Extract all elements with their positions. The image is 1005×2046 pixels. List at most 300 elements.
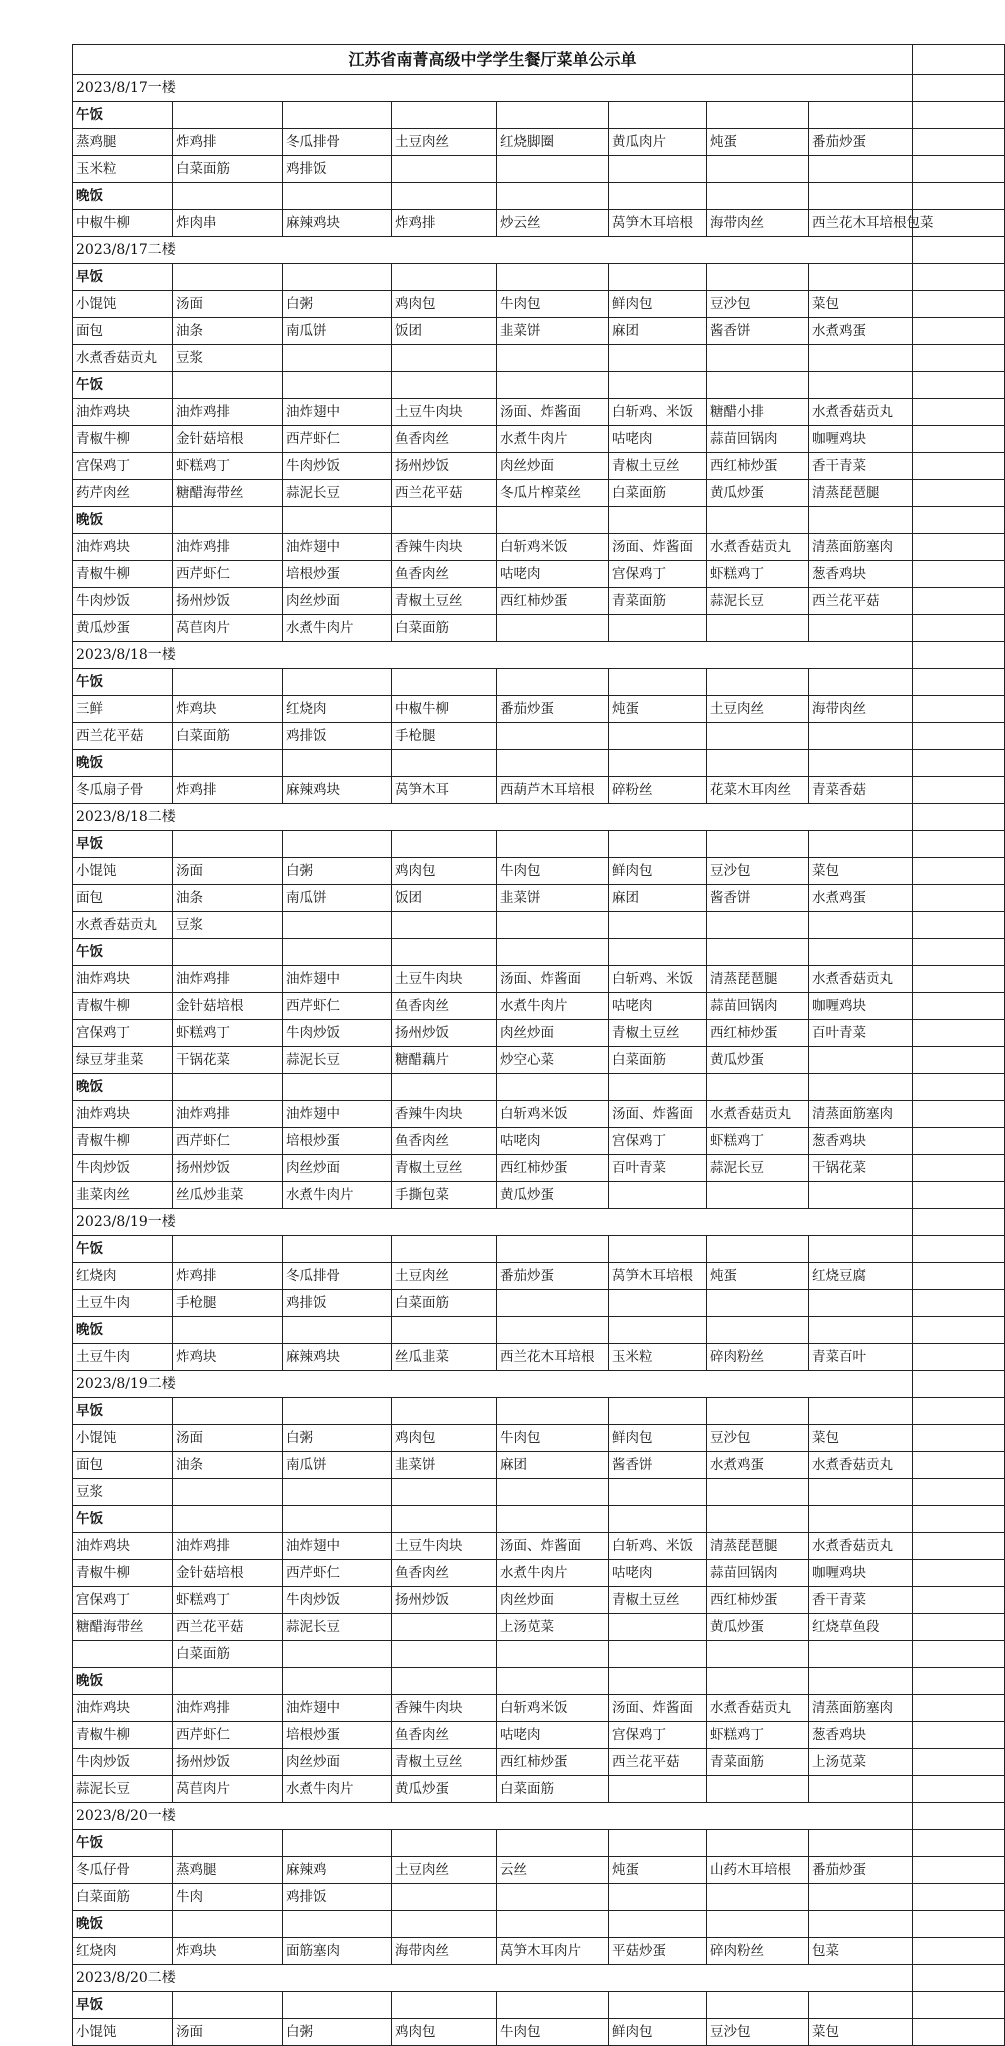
blank-cell	[913, 345, 1005, 372]
blank-cell	[173, 1992, 283, 2019]
dish-cell: 干锅花菜	[173, 1047, 283, 1074]
dish-cell: 小馄饨	[73, 291, 173, 318]
blank-cell	[913, 1209, 1005, 1236]
dish-cell: 冬瓜排骨	[283, 129, 392, 156]
blank-cell	[913, 1317, 1005, 1344]
dish-cell: 炖蛋	[707, 1263, 809, 1290]
blank-cell	[609, 1911, 707, 1938]
dish-cell	[707, 1884, 809, 1911]
dish-cell: 饭团	[392, 885, 497, 912]
meal-row	[73, 1830, 1005, 1857]
blank-cell	[913, 1641, 1005, 1668]
dish-cell: 白斩鸡、米饭	[609, 399, 707, 426]
blank-cell	[913, 1803, 1005, 1830]
dish-cell: 西红柿炒蛋	[497, 1749, 609, 1776]
dish-cell: 菜包	[809, 858, 913, 885]
dish-cell	[707, 912, 809, 939]
dish-cell: 鱼香肉丝	[392, 426, 497, 453]
blank-cell	[173, 507, 283, 534]
blank-cell	[913, 1533, 1005, 1560]
dish-cell	[497, 1479, 609, 1506]
blank-cell	[392, 1398, 497, 1425]
blank-cell	[609, 1236, 707, 1263]
dish-cell	[809, 156, 913, 183]
blank-cell	[913, 966, 1005, 993]
blank-cell	[392, 264, 497, 291]
blank-cell	[497, 750, 609, 777]
dish-cell: 黄瓜炒蛋	[392, 1776, 497, 1803]
blank-cell	[913, 1614, 1005, 1641]
dish-cell: 麻团	[609, 318, 707, 345]
blank-cell	[913, 1722, 1005, 1749]
dish-cell	[497, 1641, 609, 1668]
dish-cell: 油炸鸡排	[173, 1533, 283, 1560]
dish-cell: 糖醋藕片	[392, 1047, 497, 1074]
dish-cell: 汤面	[173, 1425, 283, 1452]
dish-cell: 白斩鸡米饭	[497, 1101, 609, 1128]
dish-cell	[707, 1479, 809, 1506]
blank-cell	[913, 1047, 1005, 1074]
dish-row	[73, 1695, 1005, 1722]
dish-cell: 土豆牛肉	[73, 1290, 173, 1317]
dish-cell: 虾糕鸡丁	[707, 561, 809, 588]
dish-cell: 油炸鸡块	[73, 1533, 173, 1560]
dish-row	[73, 885, 1005, 912]
dish-row	[73, 1614, 1005, 1641]
dish-cell: 虾糕鸡丁	[707, 1128, 809, 1155]
dish-cell: 鸡肉包	[392, 291, 497, 318]
blank-cell	[913, 372, 1005, 399]
dish-cell: 油炸鸡排	[173, 1695, 283, 1722]
dish-cell: 莴笋木耳培根	[609, 210, 707, 237]
dish-cell: 香辣牛肉块	[392, 534, 497, 561]
dish-cell: 南瓜饼	[283, 318, 392, 345]
dish-cell: 百叶青菜	[809, 1020, 913, 1047]
blank-cell	[707, 1317, 809, 1344]
dish-cell	[392, 1614, 497, 1641]
dish-cell: 莴苣肉片	[173, 1776, 283, 1803]
dish-cell	[609, 1776, 707, 1803]
meal-row	[73, 264, 1005, 291]
dish-cell: 水煮鸡蛋	[809, 885, 913, 912]
blank-cell	[283, 372, 392, 399]
blank-cell	[173, 102, 283, 129]
dish-row	[73, 1263, 1005, 1290]
page-title: 江苏省南菁高级中学学生餐厅菜单公示单	[73, 45, 913, 75]
blank-cell	[609, 1668, 707, 1695]
dish-cell: 鱼香肉丝	[392, 993, 497, 1020]
dish-cell: 西兰花木耳培根	[497, 1344, 609, 1371]
dish-row	[73, 534, 1005, 561]
dish-cell: 土豆肉丝	[392, 1263, 497, 1290]
dish-cell: 咕咾肉	[497, 561, 609, 588]
dish-cell: 炸鸡块	[173, 1344, 283, 1371]
dish-cell: 肉丝炒面	[283, 1749, 392, 1776]
blank-cell	[609, 939, 707, 966]
dish-cell: 白菜面筋	[392, 615, 497, 642]
dish-cell: 西红柿炒蛋	[707, 1020, 809, 1047]
dish-cell: 糖醋海带丝	[73, 1614, 173, 1641]
blank-cell	[609, 750, 707, 777]
blank-cell	[173, 1668, 283, 1695]
blank-cell	[497, 1236, 609, 1263]
dish-cell: 海带肉丝	[392, 1938, 497, 1965]
blank-cell	[609, 1830, 707, 1857]
dish-cell: 碎粉丝	[609, 777, 707, 804]
dish-cell: 鱼香肉丝	[392, 561, 497, 588]
dish-cell: 麻团	[497, 1452, 609, 1479]
blank-cell	[173, 1830, 283, 1857]
dish-cell: 汤面、炸酱面	[609, 534, 707, 561]
dish-cell: 韭菜饼	[497, 318, 609, 345]
dish-cell: 清蒸琵琶腿	[809, 480, 913, 507]
blank-cell	[609, 831, 707, 858]
blank-cell	[809, 372, 913, 399]
dish-cell: 肉丝炒面	[283, 1155, 392, 1182]
dish-cell: 汤面、炸酱面	[497, 1533, 609, 1560]
dish-row	[73, 723, 1005, 750]
dish-row	[73, 1533, 1005, 1560]
blank-cell	[707, 1668, 809, 1695]
date-row	[73, 237, 1005, 264]
dish-cell: 南瓜饼	[283, 885, 392, 912]
blank-cell	[913, 750, 1005, 777]
blank-cell	[609, 372, 707, 399]
dish-cell: 青椒牛柳	[73, 561, 173, 588]
blank-cell	[809, 831, 913, 858]
dish-cell: 面包	[73, 1452, 173, 1479]
meal-label: 午饭	[73, 1506, 173, 1533]
dish-cell: 炸鸡块	[173, 696, 283, 723]
blank-cell	[392, 1506, 497, 1533]
blank-cell	[392, 183, 497, 210]
blank-cell	[913, 1155, 1005, 1182]
blank-cell	[392, 939, 497, 966]
dish-cell: 水煮香菇贡丸	[707, 1695, 809, 1722]
dish-cell: 宫保鸡丁	[73, 1020, 173, 1047]
dish-row	[73, 1290, 1005, 1317]
meal-label: 早饭	[73, 831, 173, 858]
dish-cell: 水煮牛肉片	[497, 1560, 609, 1587]
blank-cell	[809, 1236, 913, 1263]
meal-label: 晚饭	[73, 1911, 173, 1938]
date-label: 2023/8/18一楼	[73, 642, 913, 669]
blank-cell	[913, 561, 1005, 588]
dish-cell	[609, 1182, 707, 1209]
dish-cell: 咕咾肉	[497, 1722, 609, 1749]
dish-cell: 牛肉炒饭	[283, 1587, 392, 1614]
blank-cell	[913, 1371, 1005, 1398]
dish-cell: 水煮牛肉片	[283, 1182, 392, 1209]
dish-row	[73, 858, 1005, 885]
dish-cell: 西芹虾仁	[283, 1560, 392, 1587]
dish-cell: 西兰花平菇	[609, 1749, 707, 1776]
blank-cell	[173, 750, 283, 777]
dish-row	[73, 480, 1005, 507]
dish-cell: 土豆肉丝	[707, 696, 809, 723]
dish-cell: 莴笋木耳肉片	[497, 1938, 609, 1965]
dish-cell: 西芹虾仁	[173, 561, 283, 588]
blank-cell	[809, 750, 913, 777]
dish-cell: 酱香饼	[707, 885, 809, 912]
dish-row	[73, 210, 1005, 237]
dish-cell	[707, 1182, 809, 1209]
dish-cell: 油炸鸡块	[73, 966, 173, 993]
meal-row	[73, 183, 1005, 210]
dish-cell: 炸鸡排	[173, 1263, 283, 1290]
dish-cell	[609, 1641, 707, 1668]
blank-cell	[392, 1668, 497, 1695]
dish-cell: 炸鸡排	[392, 210, 497, 237]
dish-cell: 咖喱鸡块	[809, 426, 913, 453]
dish-cell: 白菜面筋	[609, 480, 707, 507]
dish-cell	[497, 912, 609, 939]
meal-label: 晚饭	[73, 1668, 173, 1695]
menu-sheet	[72, 44, 1004, 2046]
dish-cell	[392, 345, 497, 372]
blank-cell	[497, 1074, 609, 1101]
dish-cell: 鲜肉包	[609, 291, 707, 318]
blank-cell	[913, 237, 1005, 264]
dish-cell: 油炸翅中	[283, 1533, 392, 1560]
dish-row	[73, 993, 1005, 1020]
dish-cell: 葱香鸡块	[809, 1128, 913, 1155]
blank-cell	[913, 1965, 1005, 1992]
dish-cell: 清蒸面筋塞肉	[809, 1695, 913, 1722]
blank-cell	[913, 615, 1005, 642]
dish-cell: 碎肉粉丝	[707, 1344, 809, 1371]
blank-cell	[707, 507, 809, 534]
dish-cell: 肉丝炒面	[497, 1587, 609, 1614]
blank-cell	[913, 1101, 1005, 1128]
dish-cell: 青菜面筋	[707, 1749, 809, 1776]
dish-cell: 鱼香肉丝	[392, 1722, 497, 1749]
dish-cell: 豆浆	[73, 1479, 173, 1506]
meal-row	[73, 1074, 1005, 1101]
blank-cell	[173, 1236, 283, 1263]
blank-cell	[173, 183, 283, 210]
dish-cell: 汤面、炸酱面	[497, 966, 609, 993]
dish-cell	[73, 1641, 173, 1668]
dish-cell: 水煮香菇贡丸	[707, 534, 809, 561]
dish-cell: 牛肉炒饭	[283, 453, 392, 480]
dish-cell: 肉丝炒面	[497, 1020, 609, 1047]
dish-cell: 水煮牛肉片	[497, 993, 609, 1020]
dish-cell: 葱香鸡块	[809, 561, 913, 588]
blank-cell	[913, 1911, 1005, 1938]
blank-cell	[913, 1074, 1005, 1101]
blank-cell	[283, 1506, 392, 1533]
dish-cell: 包菜	[809, 1938, 913, 1965]
blank-cell	[913, 75, 1005, 102]
dish-cell: 白菜面筋	[392, 1290, 497, 1317]
dish-cell: 蒜苗回锅肉	[707, 993, 809, 1020]
dish-cell: 白斩鸡、米饭	[609, 1533, 707, 1560]
date-label: 2023/8/18二楼	[73, 804, 913, 831]
title-row	[73, 45, 1005, 75]
dish-cell: 油条	[173, 318, 283, 345]
dish-cell: 麻辣鸡块	[283, 777, 392, 804]
dish-cell: 油炸翅中	[283, 966, 392, 993]
dish-cell: 青椒土豆丝	[609, 453, 707, 480]
blank-cell	[913, 1857, 1005, 1884]
dish-cell: 小馄饨	[73, 2019, 173, 2046]
dish-cell: 牛肉包	[497, 1425, 609, 1452]
blank-cell	[913, 1749, 1005, 1776]
dish-cell: 白斩鸡米饭	[497, 534, 609, 561]
dish-cell: 油炸鸡排	[173, 534, 283, 561]
blank-cell	[913, 1398, 1005, 1425]
dish-cell: 云丝	[497, 1857, 609, 1884]
blank-cell	[913, 588, 1005, 615]
dish-cell: 土豆牛肉块	[392, 1533, 497, 1560]
dish-cell: 油炸鸡排	[173, 399, 283, 426]
dish-row	[73, 1182, 1005, 1209]
blank-cell	[609, 669, 707, 696]
dish-cell: 土豆牛肉	[73, 1344, 173, 1371]
dish-cell	[497, 156, 609, 183]
dish-cell: 蒜泥长豆	[707, 1155, 809, 1182]
blank-cell	[913, 453, 1005, 480]
blank-cell	[392, 1236, 497, 1263]
dish-cell: 花菜木耳肉丝	[707, 777, 809, 804]
dish-row	[73, 318, 1005, 345]
blank-cell	[913, 534, 1005, 561]
blank-cell	[913, 399, 1005, 426]
dish-row	[73, 291, 1005, 318]
meal-row	[73, 1398, 1005, 1425]
dish-cell: 蒸鸡腿	[73, 129, 173, 156]
meal-row	[73, 669, 1005, 696]
blank-cell	[392, 669, 497, 696]
dish-cell	[707, 615, 809, 642]
dish-cell: 香辣牛肉块	[392, 1695, 497, 1722]
dish-cell: 黄瓜炒蛋	[73, 615, 173, 642]
blank-cell	[913, 1695, 1005, 1722]
dish-cell: 炖蛋	[609, 1857, 707, 1884]
blank-cell	[173, 372, 283, 399]
dish-cell	[609, 1884, 707, 1911]
dish-cell: 土豆牛肉块	[392, 966, 497, 993]
blank-cell	[809, 1074, 913, 1101]
blank-cell	[809, 1668, 913, 1695]
dish-cell	[809, 912, 913, 939]
dish-cell: 三鲜	[73, 696, 173, 723]
dish-cell	[497, 615, 609, 642]
blank-cell	[809, 1398, 913, 1425]
blank-cell	[913, 993, 1005, 1020]
dish-cell: 鸡肉包	[392, 858, 497, 885]
blank-cell	[392, 750, 497, 777]
meal-label: 晚饭	[73, 1074, 173, 1101]
dish-cell: 油炸翅中	[283, 1695, 392, 1722]
blank-cell	[913, 723, 1005, 750]
dish-cell: 蒜泥长豆	[73, 1776, 173, 1803]
dish-row	[73, 1587, 1005, 1614]
dish-cell	[392, 1641, 497, 1668]
dish-cell: 清蒸琵琶腿	[707, 966, 809, 993]
date-label: 2023/8/17二楼	[73, 237, 913, 264]
dish-cell: 鸡排饭	[283, 1884, 392, 1911]
blank-cell	[283, 1236, 392, 1263]
dish-cell	[809, 1884, 913, 1911]
dish-cell: 咖喱鸡块	[809, 993, 913, 1020]
blank-cell	[913, 129, 1005, 156]
meal-label: 午饭	[73, 1830, 173, 1857]
blank-cell	[913, 1290, 1005, 1317]
dish-row	[73, 1155, 1005, 1182]
meal-row	[73, 507, 1005, 534]
dish-cell: 金针菇培根	[173, 993, 283, 1020]
dish-cell: 冬瓜片榨菜丝	[497, 480, 609, 507]
dish-cell: 虾糕鸡丁	[173, 1587, 283, 1614]
blank-cell	[809, 102, 913, 129]
dish-cell: 水煮香菇贡丸	[809, 966, 913, 993]
meal-row	[73, 1992, 1005, 2019]
dish-cell: 中椒牛柳	[73, 210, 173, 237]
dish-cell: 冬瓜仔骨	[73, 1857, 173, 1884]
dish-cell: 油炸翅中	[283, 399, 392, 426]
meal-label: 午饭	[73, 102, 173, 129]
dish-cell: 手枪腿	[173, 1290, 283, 1317]
dish-cell: 黄瓜炒蛋	[707, 1047, 809, 1074]
dish-cell: 宫保鸡丁	[609, 1722, 707, 1749]
blank-cell	[497, 102, 609, 129]
blank-cell	[173, 669, 283, 696]
blank-cell	[392, 1992, 497, 2019]
blank-cell	[707, 1506, 809, 1533]
dish-row	[73, 912, 1005, 939]
dish-cell: 金针菇培根	[173, 426, 283, 453]
dish-cell: 牛肉包	[497, 291, 609, 318]
dish-cell: 香辣牛肉块	[392, 1101, 497, 1128]
blank-cell	[497, 507, 609, 534]
meal-row	[73, 939, 1005, 966]
dish-cell: 西兰花平菇	[392, 480, 497, 507]
dish-cell: 红烧草鱼段	[809, 1614, 913, 1641]
dish-cell: 咕咾肉	[497, 1128, 609, 1155]
dish-cell: 水煮牛肉片	[497, 426, 609, 453]
blank-cell	[392, 1074, 497, 1101]
blank-cell	[392, 372, 497, 399]
dish-cell: 蒜苗回锅肉	[707, 426, 809, 453]
meal-row	[73, 1668, 1005, 1695]
meal-row	[73, 1506, 1005, 1533]
blank-cell	[497, 1317, 609, 1344]
blank-cell	[392, 102, 497, 129]
blank-cell	[913, 1263, 1005, 1290]
dish-cell	[609, 156, 707, 183]
dish-cell: 清蒸面筋塞肉	[809, 1101, 913, 1128]
dish-cell: 汤面、炸酱面	[609, 1695, 707, 1722]
dish-cell: 冬瓜扇子骨	[73, 777, 173, 804]
dish-cell: 油条	[173, 885, 283, 912]
dish-cell: 饭团	[392, 318, 497, 345]
dish-cell: 青椒土豆丝	[392, 1749, 497, 1776]
blank-cell	[283, 102, 392, 129]
dish-row	[73, 1128, 1005, 1155]
blank-cell	[809, 183, 913, 210]
dish-cell	[283, 345, 392, 372]
dish-cell: 白斩鸡、米饭	[609, 966, 707, 993]
dish-cell: 豆沙包	[707, 291, 809, 318]
dish-cell	[392, 1479, 497, 1506]
dish-cell	[392, 156, 497, 183]
blank-cell	[913, 507, 1005, 534]
blank-cell	[173, 1317, 283, 1344]
blank-cell	[497, 669, 609, 696]
meal-row	[73, 102, 1005, 129]
